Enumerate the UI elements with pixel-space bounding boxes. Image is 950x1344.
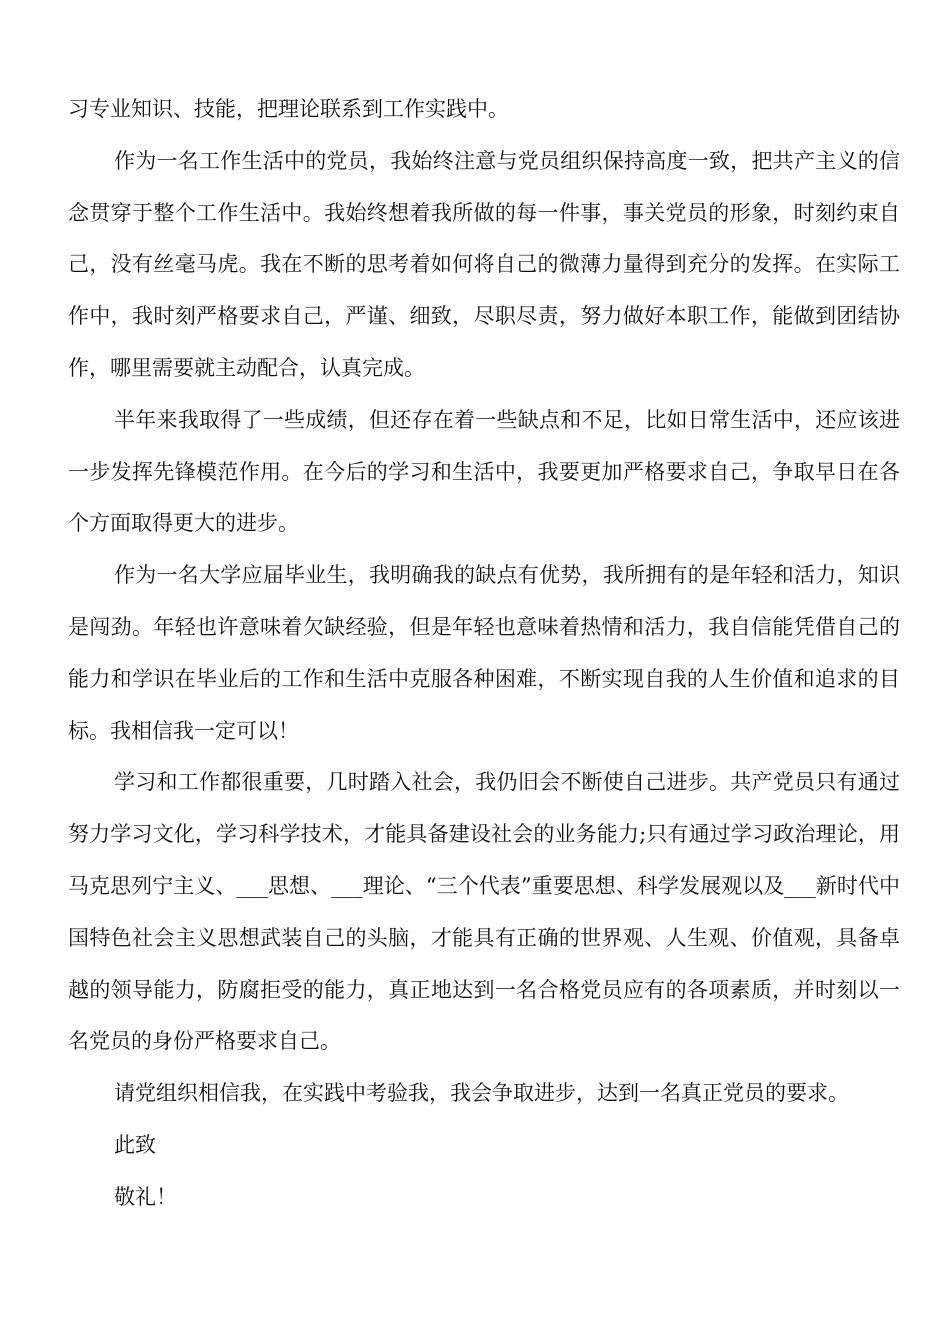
paragraph-request: 请党组织相信我，在实践中考验我，我会争取进步，达到一名真正党员的要求。: [114, 1081, 849, 1106]
letter-body: [68, 84, 900, 1224]
paragraph-party-member-conduct: 作为一名工作生活中的党员，我始终注意与党员组织保持高度一致，把共产主义的信念贯穿于整个工作生活中。我始终想着我所做的每一件事，事关党员的形象，时刻约束自己，没有丝毫马虎。我在不断的思考着如何将自己的微薄力量得到充分的发挥。在实际工作中，我时刻严格要求自己，严谨、细致，尽职尽责，努力做好本职工作，能做到团结协作，哪里需要就主动配合，认真完成。: [68, 148, 900, 380]
paragraph-graduate-strengths: 作为一名大学应届毕业生，我明确我的缺点有优势，我所拥有的是年轻和活力，知识是闯劲。年轻也许意味着欠缺经验，但是年轻也意味着热情和活力，我自信能凭借自己的能力和学识在毕业后的工作和生活中克服各种困难，不断实现自我的人生价值和追求的目标。我相信我一定可以！: [68, 563, 900, 743]
closing-salutation: 此致: [114, 1132, 156, 1157]
paragraph-study-and-work: 学习和工作都很重要，几时踏入社会，我仍旧会不断使自己进步。共产党员只有通过努力学习文化，学习科学技术，才能具备建设社会的业务能力;只有通过学习政治理论，用马克思列宁主义、___思想、___理论、“三个代表”重要思想、科学发展观以及___新时代中国特色社会主义思想武装自己的头脑，才能具有正确的世界观、人生观、价值观，具备卓越的领导能力，防腐拒受的能力，真正地达到一名合格党员应有的各项素质，并时刻以一名党员的身份严格要求自己。: [68, 770, 900, 1054]
paragraph-continuation: 习专业知识、技能，把理论联系到工作实践中。: [68, 97, 509, 121]
paragraph-half-year-summary: 半年来我取得了一些成绩，但还存在着一些缺点和不足，比如日常生活中，还应该进一步发挥先锋模范作用。在今后的学习和生活中，我要更加严格要求自己，争取早日在各个方面取得更大的进步。: [68, 407, 900, 536]
closing-regards: 敬礼！: [114, 1184, 177, 1209]
